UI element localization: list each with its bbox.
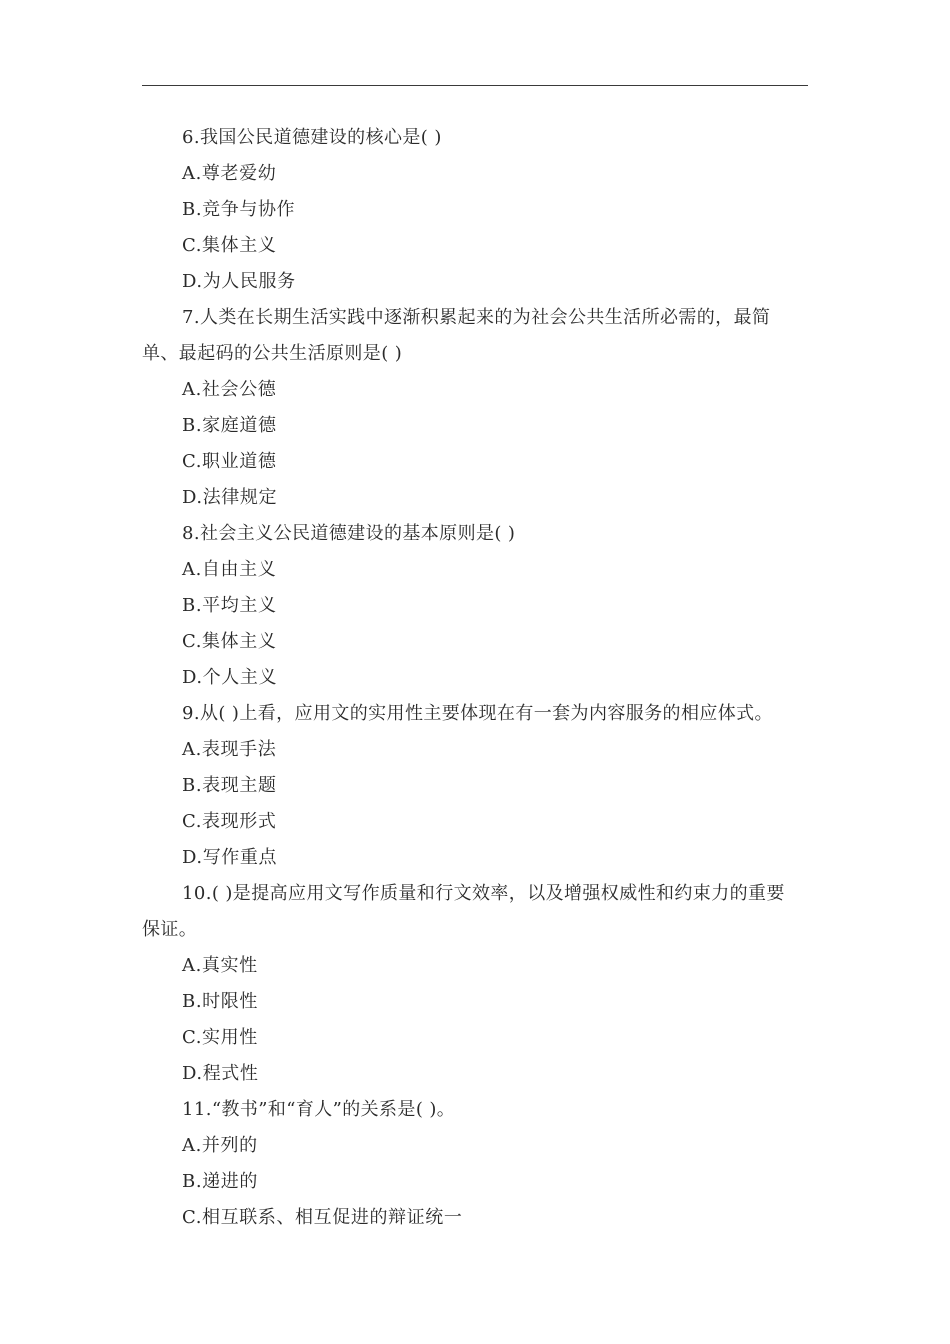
option-a: A.并列的 — [182, 1135, 258, 1156]
option-b: B.竞争与协作 — [182, 199, 296, 220]
question-9 — [142, 696, 802, 876]
option-b: B.家庭道德 — [182, 415, 277, 436]
question-stem: 9.从( )上看，应用文的实用性主要体现在有一套为内容服务的相应体式。 — [182, 703, 773, 724]
option-c: C.集体主义 — [182, 631, 277, 652]
option-d: D.法律规定 — [182, 487, 278, 508]
question-6 — [142, 120, 802, 300]
option-a: A.表现手法 — [182, 739, 277, 760]
question-stem: 6.我国公民道德建设的核心是( ) — [182, 127, 442, 148]
option-a: A.社会公德 — [182, 379, 277, 400]
question-10 — [142, 876, 802, 1092]
option-b: B.递进的 — [182, 1171, 258, 1192]
question-stem: 8.社会主义公民道德建设的基本原则是( ) — [182, 523, 516, 544]
option-c: C.实用性 — [182, 1027, 258, 1048]
option-c: C.表现形式 — [182, 811, 277, 832]
option-b: B.表现主题 — [182, 775, 277, 796]
option-d: D.个人主义 — [182, 667, 278, 688]
question-stem: 10.( )是提高应用文写作质量和行文效率，以及增强权威性和约束力的重要保证。 — [142, 883, 785, 940]
option-a: A.尊老爱幼 — [182, 163, 277, 184]
option-a: A.自由主义 — [182, 559, 277, 580]
option-c: C.集体主义 — [182, 235, 277, 256]
question-11 — [142, 1092, 802, 1236]
question-stem: 7.人类在长期生活实践中逐渐积累起来的为社会公共生活所必需的，最简单、最起码的公共生活原则是( ) — [142, 307, 771, 364]
question-7 — [142, 300, 802, 516]
header-rule — [142, 85, 808, 86]
option-c: C.相互联系、相互促进的辩证统一 — [182, 1207, 463, 1228]
option-d: D.程式性 — [182, 1063, 259, 1084]
option-c: C.职业道德 — [182, 451, 277, 472]
option-a: A.真实性 — [182, 955, 258, 976]
question-list — [142, 120, 802, 1236]
option-b: B.时限性 — [182, 991, 258, 1012]
option-d: D.为人民服务 — [182, 271, 296, 292]
option-b: B.平均主义 — [182, 595, 277, 616]
question-stem: 11.“教书”和“育人”的关系是( )。 — [182, 1099, 456, 1120]
question-8 — [142, 516, 802, 696]
option-d: D.写作重点 — [182, 847, 278, 868]
